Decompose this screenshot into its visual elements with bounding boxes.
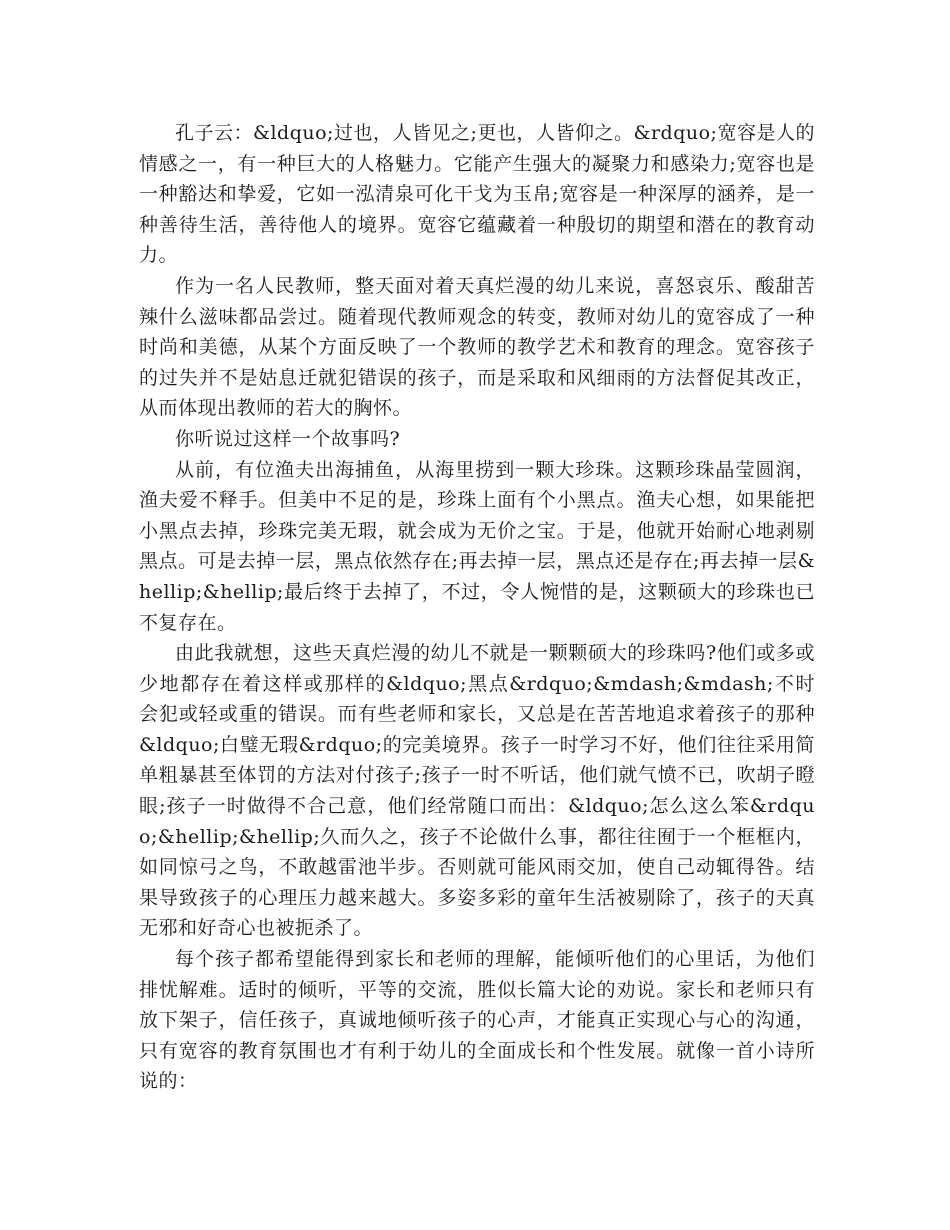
paragraph-story-question: 你听说过这样一个故事吗? <box>175 427 401 450</box>
paragraph-teacher-role: 作为一名人民教师，整天面对着天真烂漫的幼儿来说，喜怒哀乐、酸甜苦辣什么滋味都品尝过。随着现代教师观念的转变，教师对幼儿的宽容成了一种时尚和美德，从某个方面反映了一个教师的教学艺术和教育的理念。宽容孩子的过失并不是姑息迁就犯错误的孩子，而是采取和风细雨的方法督促其改正，从而体现出教师的若大的胸怀。 <box>139 274 815 420</box>
paragraph-reflection: 由此我就想，这些天真烂漫的幼儿不就是一颗颗硕大的珍珠吗?他们或多或少地都存在着这样或那样的&ldquo;黑点&rdquo;&mdash;&mdash;不时会犯或轻或重的错误。而有些老师和家长，又总是在苦苦地追求着孩子的那种&ldquo;白璧无瑕&rdquo;的完美境界。孩子一时学习不好，他们往往采用简单粗暴甚至体罚的方法对付孩子;孩子一时不听话，他们就气愤不已，吹胡子瞪眼;孩子一时做得不合己意，他们经常随口而出：&ldquo;怎么这么笨&rdquo;&hellip;&hellip;久而久之，孩子不论做什么事，都往往囿于一个框框内，如同惊弓之鸟，不敢越雷池半步。否则就可能风雨交加，使自己动辄得咎。结果导致孩子的心理压力越来越大。多姿多彩的童年生活被剔除了，孩子的天真无邪和好奇心也被扼杀了。 <box>139 642 815 940</box>
paragraph-confucius-quote: 孔子云：&ldquo;过也，人皆见之;更也，人皆仰之。&rdquo;宽容是人的情感之一，有一种巨大的人格魅力。它能产生强大的凝聚力和感染力;宽容也是一种豁达和挚爱，它如一泓清泉可化干戈为玉帛;宽容是一种深厚的涵养，是一种善待生活，善待他人的境界。宽容它蕴藏着一种殷切的期望和潜在的教育动力。 <box>139 122 815 267</box>
document-body <box>139 118 815 1097</box>
paragraph-understanding: 每个孩子都希望能得到家长和老师的理解，能倾听他们的心里话，为他们排忧解难。适时的倾听，平等的交流，胜似长篇大论的劝说。家长和老师只有放下架子，信任孩子，真诚地倾听孩子的心声，才能真正实现心与心的沟通，只有宽容的教育氛围也才有利于幼儿的全面成长和个性发展。就像一首小诗所说的： <box>139 948 815 1093</box>
paragraph-pearl-story: 从前，有位渔夫出海捕鱼，从海里捞到一颗大珍珠。这颗珍珠晶莹圆润，渔夫爱不释手。但美中不足的是，珍珠上面有个小黑点。渔夫心想，如果能把小黑点去掉，珍珠完美无瑕，就会成为无价之宝。于是，他就开始耐心地剥剔黑点。可是去掉一层，黑点依然存在;再去掉一层，黑点还是存在;再去掉一层&hellip;&hellip;最后终于去掉了，不过，令人惋惜的是，这颗硕大的珍珠也已不复存在。 <box>139 458 815 634</box>
